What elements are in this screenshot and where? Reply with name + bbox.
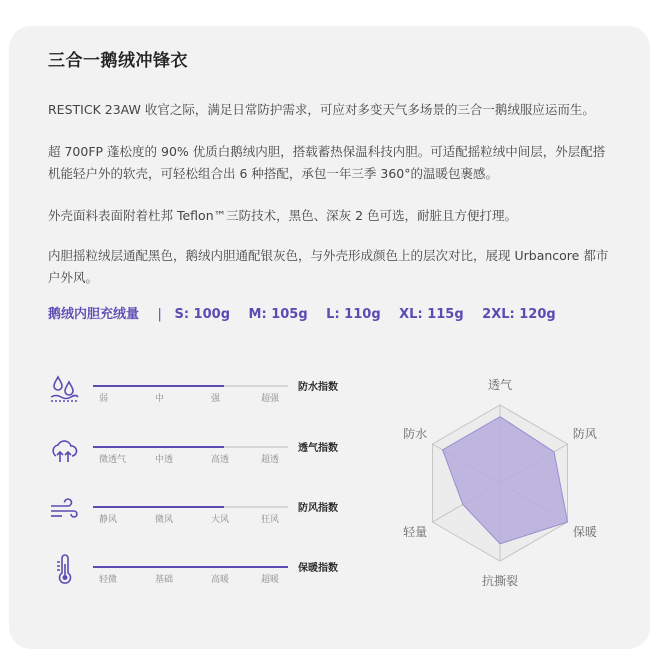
down-paragraph: 超 700FP 蓬松度的 90% 优质白鹅绒内胆，搭载蓄热保温科技内胆。可适配摇粒绒中间层，外层配搭机能轻户外的软壳，可轻松组合出 6 种搭配，承包一年三季 360°的温暖包裹感。 [48, 144, 606, 181]
fill-weight-line [48, 303, 556, 322]
size-s: S: 100g [174, 307, 230, 322]
level-label: 基础 [155, 575, 174, 585]
size-2xl: 2XL: 120g [482, 307, 556, 322]
windproof-track [93, 506, 288, 508]
level-label: 轻微 [99, 575, 118, 585]
warmth-fill [93, 566, 288, 568]
waterproof-index [48, 373, 348, 413]
radar-axis-label: 轻量 [403, 525, 428, 539]
level-label: 中透 [155, 455, 174, 465]
performance-radar-chart [380, 365, 620, 595]
size-l: L: 110g [326, 307, 381, 322]
thermometer-icon [48, 554, 80, 586]
breathability-label: 透气指数 [298, 443, 338, 454]
windproof-index [48, 494, 348, 534]
breathability-fill [93, 446, 224, 448]
level-label: 微透气 [99, 455, 127, 465]
level-label: 强 [211, 394, 221, 404]
level-label: 超透 [261, 455, 280, 465]
warmth-label: 保暖指数 [298, 563, 338, 574]
breathability-track [93, 446, 288, 448]
waterproof-track [93, 385, 288, 387]
level-label: 超强 [261, 394, 280, 404]
level-label: 弱 [99, 394, 109, 404]
fill-weight-label: 鹅绒内胆充绒量 [48, 307, 140, 322]
level-label: 高透 [211, 455, 230, 465]
size-m: M: 105g [248, 307, 308, 322]
radar-axis-label: 抗撕裂 [481, 574, 519, 588]
waterproof-fill [93, 385, 224, 387]
windproof-label: 防风指数 [298, 503, 338, 514]
level-label: 静风 [99, 515, 118, 525]
level-label: 大风 [211, 515, 230, 525]
radar-axis-label: 保暖 [572, 525, 597, 539]
page-title: 三合一鹅绒冲锋衣 [48, 51, 188, 71]
breathable-cloud-icon [48, 434, 80, 466]
radar-axis-label: 防风 [572, 427, 597, 441]
level-label: 高暖 [211, 575, 230, 585]
level-label: 超暖 [261, 575, 280, 585]
shell-paragraph: 外壳面料表面附着杜邦 Teflon™三防技术，黑色、深灰 2 色可选，耐脏且方便打理。 [48, 208, 518, 223]
radar-axis-label: 防水 [403, 427, 428, 441]
radar-axis-label: 透气 [487, 378, 513, 392]
windproof-fill [93, 506, 224, 508]
warmth-index [48, 554, 348, 594]
intro-paragraph: RESTICK 23AW 收官之际，满足日常防护需求，可应对多变天气多场景的三合一鹅绒服应运而生。 [48, 102, 595, 117]
warmth-track [93, 566, 288, 568]
color-paragraph: 内胆摇粒绒层通配黑色，鹅绒内胆通配银灰色，与外壳形成颜色上的层次对比，展现 Urbancore 都市户外风。 [48, 248, 609, 285]
fill-weight-separator: | [157, 307, 162, 322]
level-label: 中 [155, 394, 165, 404]
waterproof-label: 防水指数 [298, 382, 338, 393]
level-label: 微风 [155, 515, 174, 525]
breathability-index [48, 434, 348, 474]
level-label: 狂风 [261, 515, 280, 525]
water-drops-icon [48, 373, 80, 405]
wind-icon [48, 494, 80, 526]
size-xl: XL: 115g [399, 307, 464, 322]
